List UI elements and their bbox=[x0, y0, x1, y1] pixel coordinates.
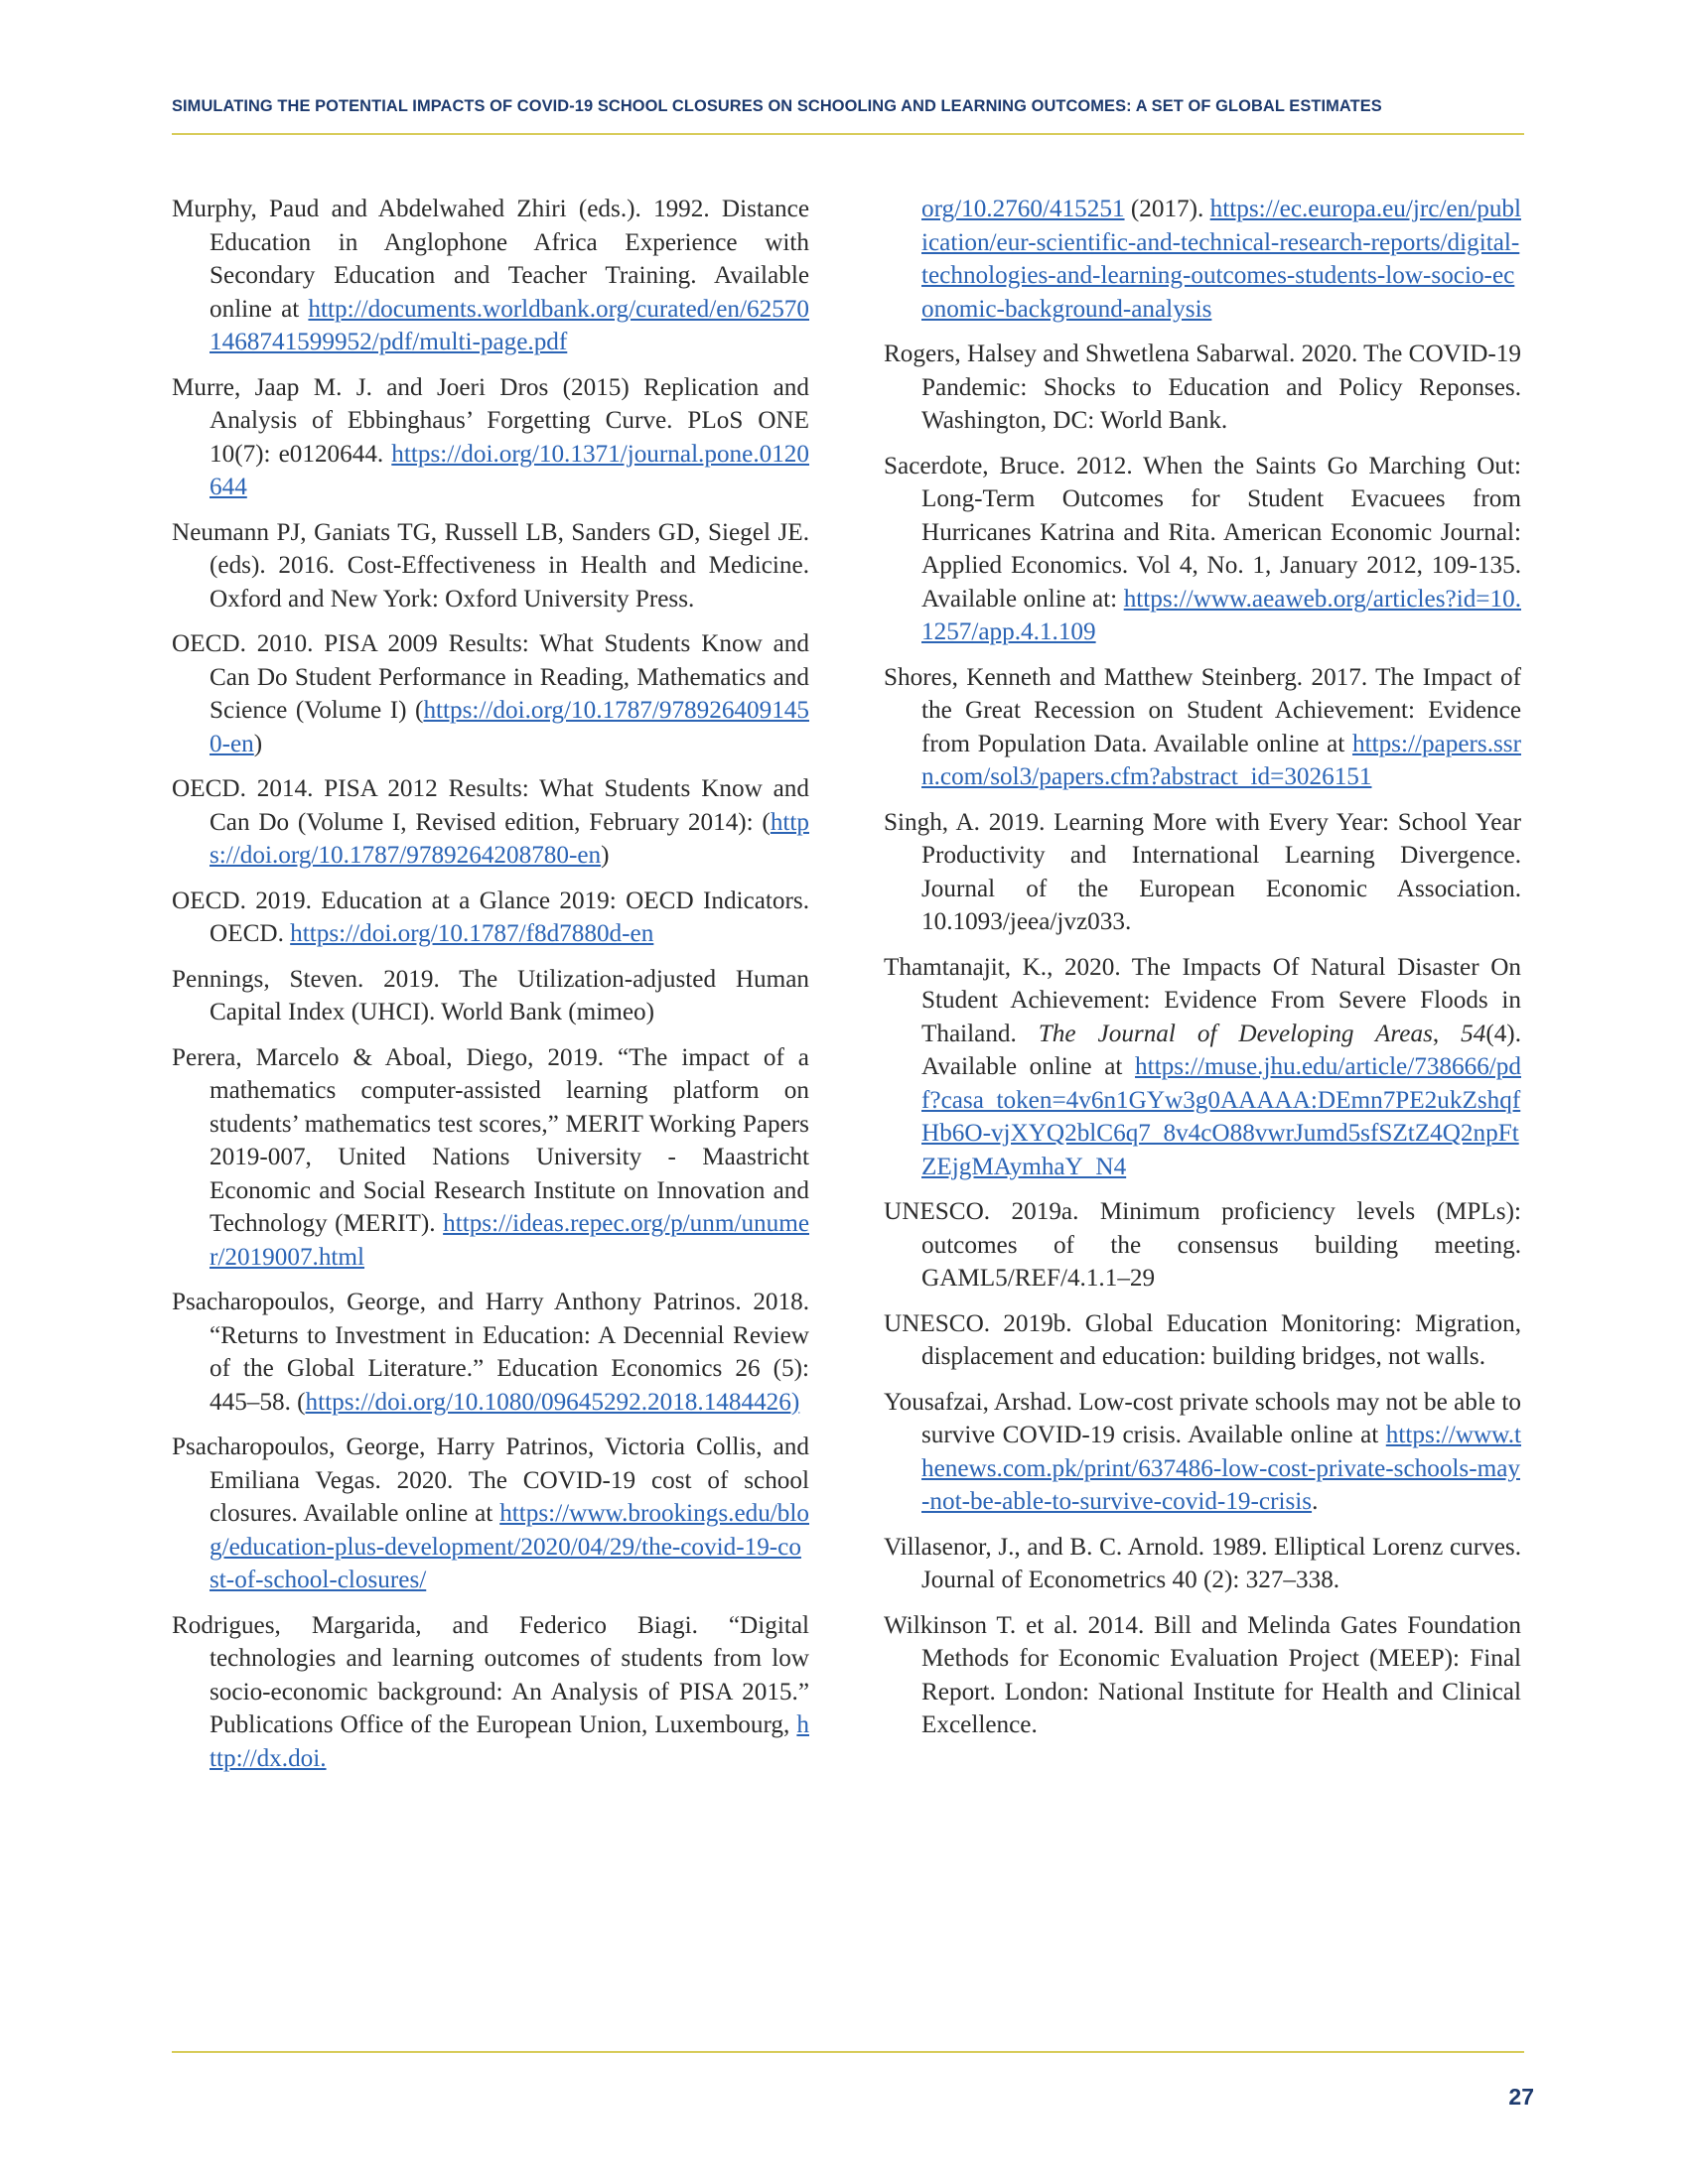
reference-link[interactable]: https://papers.ssrn.com/sol3/papers.cfm?abstract_id=3026151 bbox=[921, 730, 1521, 790]
reference-yousafzai bbox=[884, 1386, 1521, 1519]
reference-text: Perera, Marcelo & Aboal, Diego, 2019. “The impact of a mathematics computer-assisted learning platform on students’ mathematics test scores,” MERIT Working Papers 2019-007, United Nations University - Maastricht Economic and Social Research Institute on Innovation and Technology (MERIT). bbox=[172, 1043, 809, 1237]
reference-text: Rodrigues, Margarida, and Federico Biagi. “Digital technologies and learning outcomes of students from low socio-economic background: An Analysis of PISA 2015.” Publications Office of the European Union, Luxembourg, bbox=[172, 1611, 809, 1738]
reference-neumann bbox=[172, 516, 809, 616]
reference-text: Thamtanajit, K., 2020. The Impacts Of Natural Disaster On Student Achievement: Evidence From Severe Floods in Thailand. bbox=[884, 953, 1521, 1047]
reference-link[interactable]: https://www.aeaweb.org/articles?id=10.1257/app.4.1.109 bbox=[921, 585, 1521, 645]
reference-link[interactable]: https://ideas.repec.org/p/unm/unumer/2019007.html bbox=[210, 1210, 809, 1271]
reference-unesco-2019b bbox=[884, 1307, 1521, 1374]
reference-psacharopoulos-2018 bbox=[172, 1286, 809, 1419]
reference-link[interactable]: https://ec.europa.eu/jrc/en/publication/eur-scientific-and-technical-research-reports/digital-technologies-and-learning-outcomes-students-low-socio-economic-background-analysis bbox=[921, 196, 1521, 323]
reference-sacerdote bbox=[884, 450, 1521, 649]
reference-text: Shores, Kenneth and Matthew Steinberg. 2017. The Impact of the Great Recession on Student Achievement: Evidence from Population Data. Available online at bbox=[884, 663, 1521, 757]
reference-link[interactable]: https://www.thenews.com.pk/print/637486-low-cost-private-schools-may-not-be-able-to-survive-covid-19-crisis bbox=[921, 1422, 1521, 1515]
reference-wilkinson bbox=[884, 1609, 1521, 1742]
reference-link[interactable]: https://www.brookings.edu/blog/education-plus-development/2020/04/29/the-covid-19-cost-of-school-closures/ bbox=[210, 1500, 809, 1593]
reference-link[interactable]: https://muse.jhu.edu/article/738666/pdf?casa_token=4v6n1GYw3g0AAAAA:DEmn7PE2ukZshqfHb6O-vjXYQ2blC6q7_8v4cO88vwrJumd5sfSZtZ4Q2npFtZEjgMAymhaY_N4 bbox=[921, 1053, 1521, 1180]
reference-text: Neumann PJ, Ganiats TG, Russell LB, Sanders GD, Siegel JE. (eds). 2016. Cost-Effectiveness in Health and Medicine. Oxford and New York: Oxford University Press. bbox=[172, 518, 809, 613]
reference-text: Sacerdote, Bruce. 2012. When the Saints Go Marching Out: Long-Term Outcomes for Student Evacuees from Hurricanes Katrina and Rita. American Economic Journal: Applied Economics. Vol 4, No. 1, January 2012, 109-135. Available online at: bbox=[884, 452, 1521, 613]
reference-text: OECD. 2019. Education at a Glance 2019: OECD Indicators. OECD. bbox=[172, 887, 809, 947]
reference-link[interactable]: http://documents.worldbank.org/curated/en/625701468741599952/pdf/multi-page.pdf bbox=[210, 295, 809, 355]
reference-link[interactable]: org/10.2760/415251 bbox=[921, 196, 1125, 222]
reference-murphy bbox=[172, 193, 809, 359]
reference-text: Rogers, Halsey and Shwetlena Sabarwal. 2020. The COVID-19 Pandemic: Shocks to Education and Policy Reponses. Washington, DC: World Bank. bbox=[884, 341, 1521, 434]
reference-separator: , bbox=[1432, 1020, 1462, 1047]
reference-rodrigues-continued bbox=[884, 193, 1521, 326]
reference-villasenor bbox=[884, 1531, 1521, 1597]
reference-text-after: . bbox=[1312, 1488, 1319, 1515]
reference-psacharopoulos-2020 bbox=[172, 1431, 809, 1597]
footer-rule bbox=[172, 2051, 1524, 2053]
reference-oecd-2014 bbox=[172, 772, 809, 873]
reference-oecd-2019 bbox=[172, 885, 809, 951]
running-header: SIMULATING THE POTENTIAL IMPACTS OF COVID-19 SCHOOL CLOSURES ON SCHOOLING AND LEARNING OUTCOMES: A SET OF GLOBAL ESTIMATES bbox=[172, 97, 1382, 115]
reference-text: Psacharopoulos, George, and Harry Anthony Patrinos. 2018. “Returns to Investment in Education: A Decennial Review of the Global Literature.” Education Economics 26 (5): 445–58. ( bbox=[172, 1289, 809, 1416]
reference-issue: (4). Available online at bbox=[921, 1020, 1521, 1080]
reference-link[interactable]: https://doi.org/10.1371/journal.pone.0120644 bbox=[210, 440, 809, 500]
reference-volume: 54 bbox=[1461, 1020, 1486, 1047]
reference-rogers bbox=[884, 338, 1521, 438]
reference-text: UNESCO. 2019a. Minimum proficiency levels (MPLs): outcomes of the consensus building meeting. GAML5/REF/4.1.1–29 bbox=[884, 1198, 1521, 1292]
page-number: 27 bbox=[1508, 2084, 1534, 2110]
reference-text-after: ) bbox=[253, 730, 263, 757]
reference-journal: The Journal of Developing Areas bbox=[1038, 1020, 1433, 1047]
reference-unesco-2019a bbox=[884, 1195, 1521, 1296]
references-column-right bbox=[884, 193, 1521, 1754]
reference-pennings bbox=[172, 963, 809, 1029]
reference-shores bbox=[884, 661, 1521, 794]
reference-text: Singh, A. 2019. Learning More with Every Year: School Year Productivity and International Learning Divergence. Journal of the European Economic Association. 10.1093/jeea/jvz033. bbox=[884, 808, 1521, 935]
reference-text: OECD. 2010. PISA 2009 Results: What Students Know and Can Do Student Performance in Reading, Mathematics and Science (Volume I) ( bbox=[172, 630, 809, 724]
reference-link[interactable]: https://doi.org/10.1787/9789264091450-en bbox=[210, 697, 809, 757]
reference-oecd-2010 bbox=[172, 627, 809, 760]
reference-text: UNESCO. 2019b. Global Education Monitoring: Migration, displacement and education: building bridges, not walls. bbox=[884, 1309, 1521, 1370]
references-column-left bbox=[172, 193, 809, 1787]
reference-thamtanajit bbox=[884, 951, 1521, 1184]
reference-text: (2017). bbox=[1124, 196, 1210, 222]
reference-text: Wilkinson T. et al. 2014. Bill and Melinda Gates Foundation Methods for Economic Evaluation Project (MEEP): Final Report. London: National Institute for Health and Clinical Excellence. bbox=[884, 1611, 1521, 1738]
reference-link[interactable]: http://dx.doi. bbox=[210, 1711, 809, 1772]
reference-text: Murphy, Paud and Abdelwahed Zhiri (eds.). 1992. Distance Education in Anglophone Africa Experience with Secondary Education and Teacher Training. Available online at bbox=[172, 196, 809, 323]
reference-text: Yousafzai, Arshad. Low-cost private schools may not be able to survive COVID-19 crisis. Available online at bbox=[884, 1388, 1521, 1448]
reference-link[interactable]: https://doi.org/10.1080/09645292.2018.1484426) bbox=[305, 1388, 800, 1416]
reference-text: Psacharopoulos, George, Harry Patrinos, Victoria Collis, and Emiliana Vegas. 2020. The COVID-19 cost of school closures. Available online at bbox=[172, 1433, 809, 1527]
reference-text-after: ) bbox=[601, 842, 610, 869]
reference-singh bbox=[884, 806, 1521, 939]
reference-text: OECD. 2014. PISA 2012 Results: What Students Know and Can Do (Volume I, Revised edition, February 2014): ( bbox=[172, 775, 809, 836]
reference-rodrigues bbox=[172, 1609, 809, 1776]
reference-text: Pennings, Steven. 2019. The Utilization-adjusted Human Capital Index (UHCI). World Bank (mimeo) bbox=[172, 965, 809, 1025]
reference-link[interactable]: https://doi.org/10.1787/f8d7880d-en bbox=[290, 920, 654, 947]
header-rule bbox=[172, 133, 1524, 135]
reference-text: Villasenor, J., and B. C. Arnold. 1989. Elliptical Lorenz curves. Journal of Econometrics 40 (2): 327–338. bbox=[884, 1533, 1521, 1593]
reference-link[interactable]: https://doi.org/10.1787/9789264208780-en bbox=[210, 808, 809, 869]
reference-perera bbox=[172, 1041, 809, 1275]
reference-murre bbox=[172, 371, 809, 504]
reference-text: Murre, Jaap M. J. and Joeri Dros (2015) Replication and Analysis of Ebbinghaus’ Forgetting Curve. PLoS ONE 10(7): e0120644. bbox=[172, 373, 809, 468]
